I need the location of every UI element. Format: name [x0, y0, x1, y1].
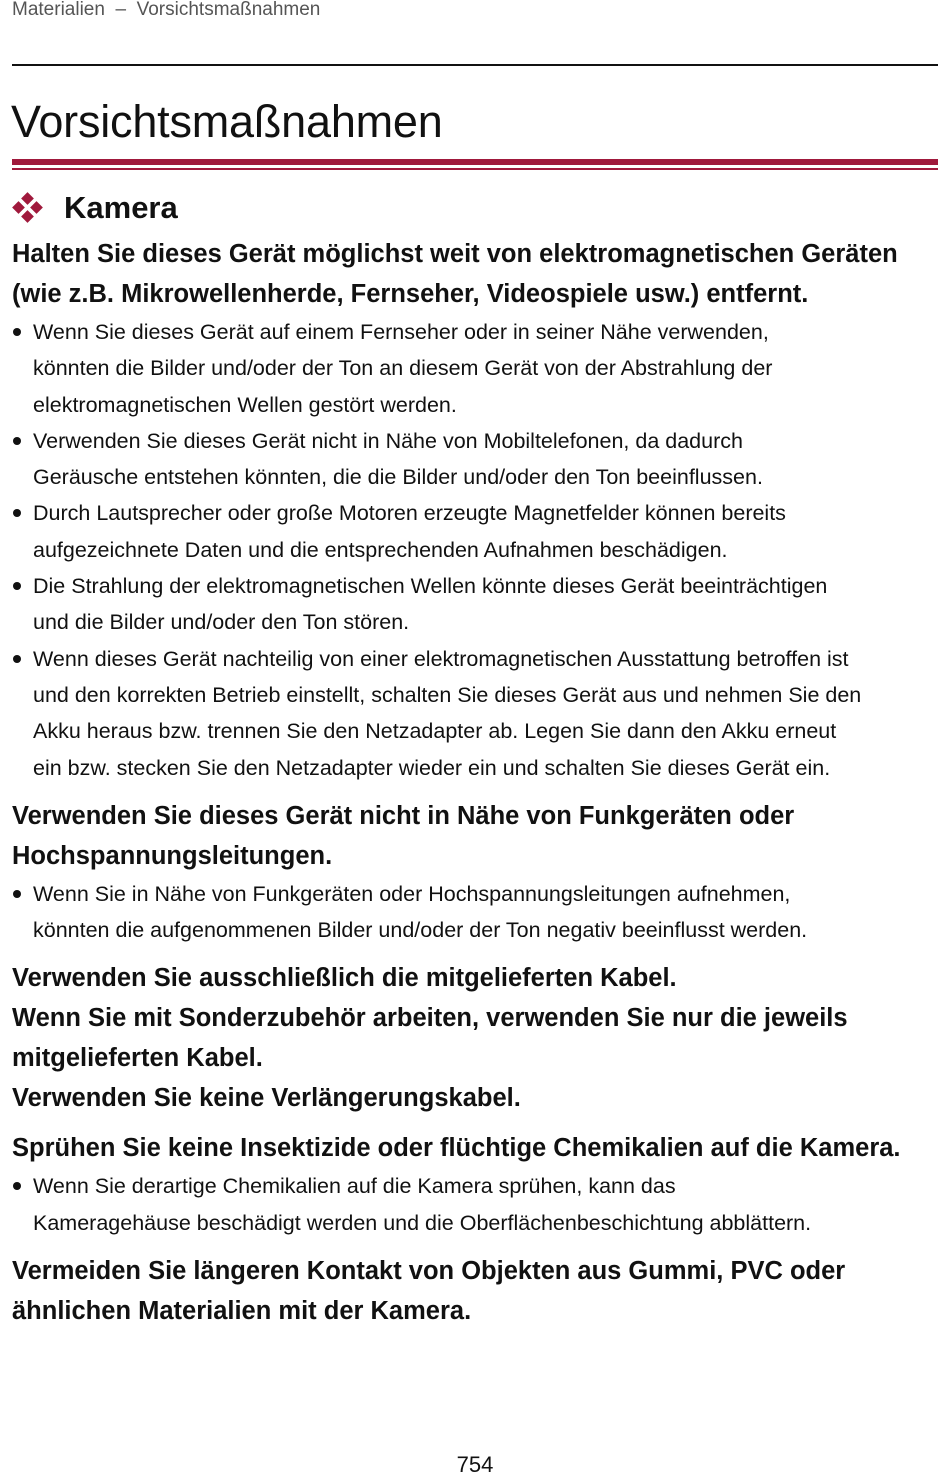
bullet-text-line: Verwenden Sie dieses Gerät nicht in Nähe von Mobiltelefonen, da dadurch	[33, 428, 743, 453]
bullet-dot-icon	[13, 437, 21, 445]
bullet-text-line: Wenn Sie derartige Chemikalien auf die Kamera sprühen, kann das	[33, 1174, 676, 1199]
bullet-dot-icon	[13, 890, 21, 898]
title-underline-thick	[12, 159, 938, 165]
section-heading	[12, 188, 178, 228]
four-diamonds-icon	[12, 192, 44, 224]
bullet-text-line: Kameragehäuse beschädigt werden und die Oberflächenbeschichtung abblättern.	[33, 1210, 812, 1235]
bullet-text-line: könnten die Bilder und/oder der Ton an diesem Gerät von der Abstrahlung der	[33, 356, 773, 381]
precaution-block	[12, 786, 942, 949]
title-underline-thin	[12, 168, 938, 170]
bullet-text-line: und den korrekten Betrieb einstellt, schalten Sie dieses Gerät aus und nehmen Sie den	[33, 682, 862, 707]
bullet-item	[12, 568, 942, 641]
bullet-text-line: Geräusche entstehen könnten, die die Bilder und/oder den Ton beeinflussen.	[33, 465, 763, 490]
bullet-item	[12, 314, 942, 423]
precaution-block	[12, 234, 942, 786]
precaution-block	[12, 948, 942, 1118]
precaution-heading-line: Vermeiden Sie längeren Kontakt von Objekten aus Gummi, PVC oder	[12, 1257, 846, 1286]
bullet-text-line: Wenn dieses Gerät nachteilig von einer elektromagnetischen Ausstattung betroffen ist	[33, 646, 849, 671]
bullet-text-line: elektromagnetischen Wellen gestört werden.	[33, 392, 457, 417]
precaution-block	[12, 1118, 942, 1241]
bullet-dot-icon	[13, 655, 21, 663]
bullet-list	[12, 1168, 942, 1241]
section-title: Kamera	[64, 190, 178, 225]
bullet-text-line: Durch Lautsprecher oder große Motoren erzeugte Magnetfelder können bereits	[33, 501, 786, 526]
bullet-item	[12, 876, 942, 949]
bullet-list	[12, 314, 942, 786]
precaution-heading-line: Hochspannungsleitungen.	[12, 841, 333, 870]
header-divider	[12, 64, 938, 66]
bullet-text-line: Die Strahlung der elektromagnetischen Wellen könnte dieses Gerät beeinträchtigen	[33, 574, 828, 599]
precaution-heading-line: Verwenden Sie dieses Gerät nicht in Nähe von Funkgeräten oder	[12, 801, 795, 830]
precaution-heading-line: Verwenden Sie ausschließlich die mitgelieferten Kabel.	[12, 964, 677, 993]
bullet-item	[12, 641, 942, 786]
bullet-text-line: Akku heraus bzw. trennen Sie den Netzadapter ab. Legen Sie dann den Akku erneut	[33, 719, 837, 744]
bullet-text-line: könnten die aufgenommenen Bilder und/oder der Ton negativ beeinflusst werden.	[33, 918, 808, 943]
bullet-item	[12, 1168, 942, 1241]
precaution-heading-line: Halten Sie dieses Gerät möglichst weit von elektromagnetischen Geräten	[12, 240, 898, 268]
precaution-heading-line: (wie z.B. Mikrowellenherde, Fernseher, Videospiele usw.) entfernt.	[12, 280, 809, 308]
page-title: Vorsichtsmaßnahmen	[11, 96, 443, 147]
bullet-dot-icon	[13, 1182, 21, 1190]
bullet-dot-icon	[13, 509, 21, 517]
bullet-list	[12, 876, 942, 949]
content-area	[12, 234, 942, 1331]
bullet-text-line: und die Bilder und/oder den Ton stören.	[33, 610, 410, 635]
precaution-heading-line: Sprühen Sie keine Insektizide oder flüchtige Chemikalien auf die Kamera.	[12, 1134, 901, 1163]
bullet-dot-icon	[13, 328, 21, 336]
page-number: 754	[456, 1452, 494, 1477]
bullet-text-line: Wenn Sie dieses Gerät auf einem Fernseher oder in seiner Nähe verwenden,	[33, 320, 769, 344]
bullet-text-line: Wenn Sie in Nähe von Funkgeräten oder Hochspannungsleitungen aufnehmen,	[33, 881, 791, 906]
bullet-item	[12, 423, 942, 496]
precaution-heading-line: mitgelieferten Kabel.	[12, 1044, 263, 1073]
precaution-block	[12, 1241, 942, 1331]
precaution-heading-line: Wenn Sie mit Sonderzubehör arbeiten, verwenden Sie nur die jeweils	[12, 1004, 848, 1033]
bullet-item	[12, 495, 942, 568]
breadcrumb: Materialien – Vorsichtsmaßnahmen	[12, 0, 321, 20]
bullet-dot-icon	[13, 582, 21, 590]
bullet-text-line: ein bzw. stecken Sie den Netzadapter wieder ein und schalten Sie dieses Gerät ein.	[33, 755, 831, 780]
precaution-heading-line: Verwenden Sie keine Verlängerungskabel.	[12, 1084, 521, 1113]
precaution-heading-line: ähnlichen Materialien mit der Kamera.	[12, 1297, 472, 1326]
bullet-text-line: aufgezeichnete Daten und die entsprechenden Aufnahmen beschädigen.	[33, 537, 728, 562]
